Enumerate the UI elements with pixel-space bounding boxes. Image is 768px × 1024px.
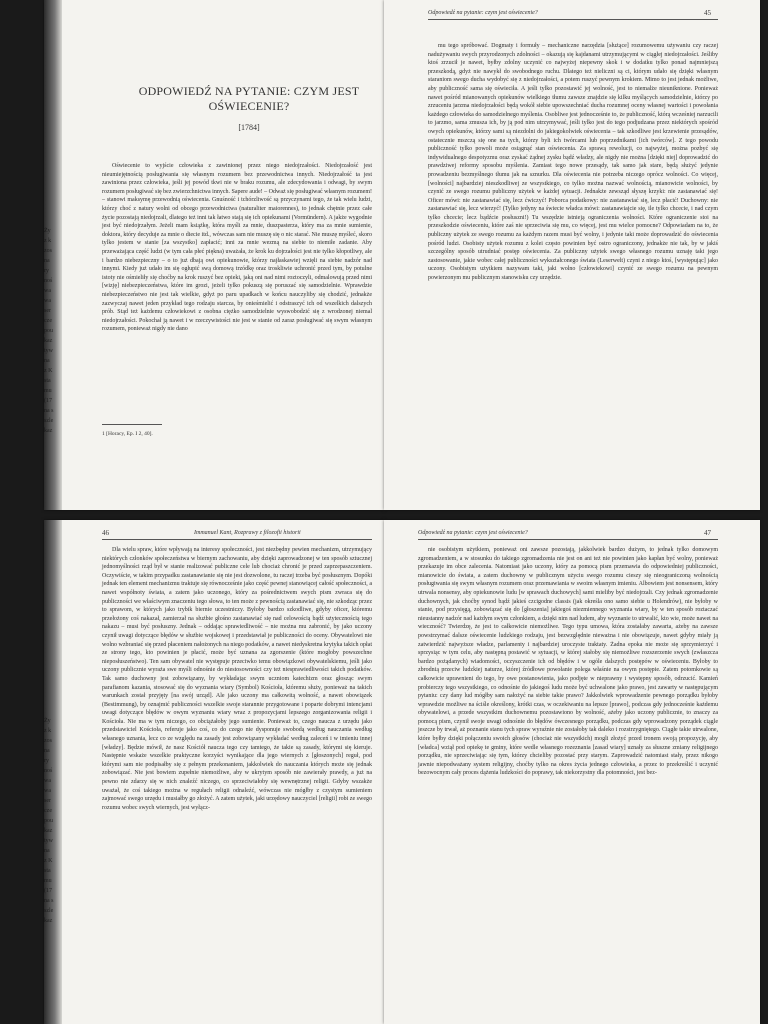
paragraph: Dla wielu spraw, które wpływają na interesy społeczności, jest niezbędny pewien mechanizm, utrzymujący niektórych członków społeczeństwa w biernym zachowaniu, aby dzięki zaprowadzonej w ten sposób sztucznej jednomyślności rząd był w stanie realizować publiczne cele lub chociaż chronić je przed zaprzepaszczeniem. Oczywiście, w takim przypadku zastanawianie się nie jest dozwolone, tu raczej trzeba być posłusznym. Dopóki jednak ten element mechanizmu traktuje się równocześnie jako część pewnej stanowiącej całość społeczności, a nawet współnoty świata, a zatem jako uczonego, który za pośrednictwem swych pism zwraca się do publiczności we właściwym znaczeniu tego słowa, to ten może z pewnością zastanawiać się, nie szkodząc przez to sprawom, w których jako trybik biernie uczestniczy. Byłoby bardzo szkodliwe, gdyby oficer, któremu przełożony coś nakazał, zamierzał na służbie głośno zastanawiać się nad celowością bądź użytecznością tego nakazu – musi być posłuszny. Jednak – oddając sprawiedliwość – nie można mu zabronić, by jako uczony czynił uwagi dotyczące błędów w służbie wojskowej i przedstawiał je publiczności do oceny. Obywatelowi nie wolno wzbraniać się przed płaceniem nałożonych na niego podatków, a nawet niedyskretna krytyka takich opłat ze strony tego, kto powinien je płacić, może być uznana za zgorszenie (które mogłoby powszechne nieposłuszeństwo). Ten sam obywatel nie występuje przeciwko temu obowiązkowi obywatelskiemu, jeśli jako uczony publicznie wyraża swe myśli odnośnie do niestosowności czy też niesprawiedliwości takich podatków. Tak samo duchowny jest zobowiązany, by wykładając swym uczniom katechizm oraz głosząc swym parafianom kazania, stosować się do wyznania wiary (Symbol) Kościoła, któremu służy, ponieważ na takich warunkach został przyjęty [na swój urząd]. Ale jako uczony ma całkowitą wolność, a nawet obowiązek (Bestimmung), by oznajmić publiczności wszelkie swoje starannie przygotowane i poparte dobrymi intencjami uwagi dotyczące błędów w owym wyznaniu wiary wraz z propozycjami lepszego zorganizowania religii i Kościoła. Nie ma w tym niczego, co obciążałoby jego sumienie. Ponieważ to, czego naucza z urzędu jako przedstawiciel Kościoła, referuje jako coś, co do czego nie dysponuje swobodą według nauczania według własnego uznania, lecz co ze względu na zasady jest zobowiązany wykładać według zaleceń i w imieniu innej [władzy]. Będzie mówił, że nasz Kościół naucza tego czy tamtego, że takie są zasady, którymi się kieruje. Następnie wskaże wszelkie praktyczne korzyści wynikające dla jego wiernych z [głoszonych] reguł, pod którymi sam nie podpisałby się z pełnym przekonaniem, jakkolwiek do nauczania których może się jednak zobowiązać. Nie jest bowiem zupełnie niemożliwe, aby w ukrytym sposób nie zawierały prawdy, a już na pewno nie zdarzy się w nich znaleźć niczego, co sprzeciwiałoby się wewnętrznej religii. Gdyby wszakże uważał, że coś takiego można w regułach religii odnaleźć, wówczas nie mógłby z czystym sumieniem zajmować swego urzędu i musiałby go złożyć. A zatem użytek, jaki urzędowy nauczyciel [religii] robi ze swego rozumu wobec swych wiernych, jest wyłącz- bbox=[102, 547, 372, 811]
edge-note-fragment: kaz bbox=[44, 428, 53, 434]
running-head: Odpowiedź na pytanie: czym jest oświecenie? bbox=[428, 10, 538, 16]
edge-note-fragment: ry bbox=[44, 758, 49, 764]
edge-notes bbox=[44, 226, 64, 436]
edge-note-fragment: noś bbox=[44, 278, 53, 284]
edge-note-fragment: pou bbox=[44, 818, 53, 824]
page-46 bbox=[44, 520, 384, 1024]
edge-note-fragment: cze bbox=[44, 318, 52, 324]
running-head: Odpowiedź na pytanie: czym jest oświecenie? bbox=[418, 530, 528, 536]
paragraph: mu tego spróbować. Dogmaty i formuły – mechaniczne narzędzia [służące] rozumowemu używaniu czy raczej nadużywaniu swych przyrodzonych zdolności – okazują się kajdanami utrzymującymi w ciągłej niedojrzałości. Jeśliby ktoś zrzucił je nawet, byłby zdolny uczynić co najwyżej niepewny skok i w dodatku tylko ponad najmniejszą przeszkodą, gdyż nie nawykł do swobodnego ruchu. Dlatego też nieliczni są ci, którym udało się dzięki własnym staraniom swego ducha wydobyć się z niedojrzałości, a potem ruszyć pewnym krokiem. Mimo to jest jednak możliwe, aby publiczność sama się oświeciła. A jeśli tylko pozostawić jej wolność, jest to niemalże nieuniknione. Ponieważ nawet pośród mianowanych opiekunów wielkiego tłumu zawsze znajdzie się kilku myślących samodzielnie, którzy po zrzuceniu jarzma niedojrzałości będą wokół siebie upowszechniać ducha rozumnej oceny własnej wartości i powołania każdego człowieka do samodzielnego myślenia. Osobliwe jest jednocześnie to, że publiczność, którą wcześniej narzucili to jarzmo, sama zmusza ich, by ją pod nim utrzymywać, jeśli tylko jest do tego podjudzana przez niektórych spośród owych opiekunów, którzy sami są niezdolni do jakiegokolwiek oświecenia – tak szkodliwe jest krzewienie przesądów, ostatecznie mszczą się one na tych, którzy byli ich twórcami lub poprzednikami [ich twórców]. Z tego powodu publiczność tylko powoli może osiągnąć stan oświecenia. Za sprawą rewolucji, co najwyżej, można pozbyć się indywidualnego despotyzmu oraz zyskać żądnej zysku bądź władzy, ale nigdy nie można [dzięki niej] doprowadzić do prawdziwej reformy sposobu myślenia. Zamiast tego nowe przesądy, tak samo jak stare, będą służyć jedynie prowadzeniu bezmyślnego tłumu jak na sznurku. Dla oświecenia nie potrzeba niczego oprócz wolności. Co więcej, [wolności] najbardziej nieszkodliwej ze wszystkiego, co tylko można nazwać wolnością, mianowicie wolności, by czynić ze swego rozumu publiczny użytek w każdej sytuacji. Jednakże zewsząd słyszę krzyki: nie zastanawiać się! Oficer mówi: nie zastanawiać się, lecz ćwiczyć! Poborca podatkowy: nie zastanawiać się, lecz płacić! Duchowny: nie zastanawiać się, lecz wierzyć! (Tylko jedyny na świecie władca mówi: zastanawiajcie się, ile tylko chcecie, i nad czym tylko chcecie; lecz bądźcie posłuszni!) Tu wszędzie istnieją ograniczenia wolności. Które ograniczenie stoi na przeszkodzie oświeceniu, które zaś nie sprzeciwia się mu, co więcej, jest mu wielce pomocne? Odpowiadam na to, że publiczny użytek ze swego rozumu za każdym razem musi być wolny, i jedynie taki może doprowadzić do oświecenia pośród ludzi. Osobisty użytek rozumu z kolei często powinien być ostro ograniczony, jednakże nie tak, by w jakiś szczególny sposób utrudniać postęp oświecenia. Za publiczny użytek swego własnego rozumu uznaję taki jego zastosowanie, jakie wobec całej publiczności wykształconego świata (Leserwelt) czyni z niego ktoś, [występując] jako uczony. Osobistym użytkiem nazywam taki, jaki wolno [człowiekowi] czynić ze swego rozumu na pewnym powierzonym mu publicznym stanowisku czy urzędzie. bbox=[428, 43, 718, 282]
page-46-text bbox=[102, 546, 372, 812]
edge-note-fragment: tyw bbox=[44, 838, 53, 844]
essay-year: [1784] bbox=[238, 123, 260, 132]
edge-note-fragment: sta bbox=[44, 868, 51, 874]
edge-note-fragment: pou bbox=[44, 328, 53, 334]
page-44 bbox=[44, 0, 384, 510]
header-rule bbox=[428, 19, 718, 20]
edge-note-fragment: ser bbox=[44, 308, 51, 314]
edge-note-fragment: na bbox=[44, 748, 50, 754]
edge-note-fragment: wa bbox=[44, 778, 51, 784]
page-45-text bbox=[428, 42, 718, 283]
paragraph: Oświecenie to wyjście człowieka z zawinionej przez niego niedojrzałości. Niedojrzałość jest nieumiejętnością posługiwania się własnym rozumem bez przewodnictwa innych. Niedojrzałość ta jest zawiniona przez człowieka, jeśli jej powód tkwi nie w braku rozumu, ale zdecydowania i odwagi, by swym rozumem posługiwać się bez zwierzchnictwa innych. Sapere aude! – Odważ się posługiwać własnym rozumem! – stanowi maksymę przewodnią oświecenia. Gnuśność i tchórzliwość są przyczynami tego, że tak wielu ludzi, którzy choć z natury wolni od obcego przewodnictwa (naturaliter maiorennes), to jednak chętnie przez całe życie pozostają niedojrzali, dlatego też inni tak łatwo stają się ich opiekunami (Vormündern). A jakże wygodnie jest być niedojrzałym. Jeżeli mam książkę, która myśli za mnie, duszpasterza, który ma za mnie sumienie, doktora, który decyduje za mnie o diecie itd., wówczas sam nie muszę się o nic starać. Nie muszę myśleć, skoro tylko jestem w stanie [za wszystko] zapłacić; inni za mnie wezmą na siebie to niemiłe zadanie. Aby przeważająca część ludzi (w tym cała płeć piękna) uważała, że krok ku dojrzałości jest nie tylko kłopotliwy, ale i bardzo niebezpieczny – o to już dbają owi opiekunowie, którzy najłaskawiej wzięli na siebie nadzór nad innymi. Kiedy już udało im się ogłupić swą domową trzódkę oraz troskliwie uchronić przed tym, by potulne istoty nie ośmieliły się choćby na krok ruszyć bez opieki, jaką oni nad nimi roztoczyli, odmalowują przed nimi [wizję] niebezpieczeństwa, które im grozi, jeżeli tylko pokuszą się poruszać się samodzielnie. Wprawdzie niebezpieczeństwo nie jest tak wielkie, gdyż po paru upadkach w końcu nauczyliby się chodzić, jednakże zazwyczaj nawet jeden przykład tego rodzaju starcza, by onieśmielić i odstraszyć ich od wszelkich dalszych prób. Stąd też każdemu człowiekowi z osobna ciężko samodzielnie wyswobodzić się z wrodzonej niemal niedojrzałości. Pokochał ją nawet i w rzeczywistości nie jest w stanie od zaraz posługiwać się swym własnym rozumem, ponieważ nigdy nie dano bbox=[102, 163, 372, 333]
edge-note-fragment: sta bbox=[44, 378, 51, 384]
header-rule bbox=[102, 539, 372, 540]
edge-note-fragment: kaz bbox=[44, 338, 53, 344]
header-rule bbox=[418, 539, 718, 540]
essay-title: ODPOWIEDŹ NA PYTANIE: CZYM JEST OŚWIECENIE? bbox=[138, 84, 360, 113]
edge-note-fragment: z K bbox=[44, 368, 53, 374]
edge-note-fragment: zos bbox=[44, 738, 52, 744]
edge-note-fragment: wa bbox=[44, 298, 51, 304]
edge-note-fragment: szle bbox=[44, 418, 54, 424]
edge-note-fragment: ser bbox=[44, 798, 51, 804]
edge-note-fragment: (17 bbox=[44, 888, 52, 894]
edge-note-fragment: kaz bbox=[44, 828, 53, 834]
edge-note-fragment: mu bbox=[44, 878, 52, 884]
edge-note-fragment: na bbox=[44, 848, 50, 854]
edge-note-fragment: z k bbox=[44, 728, 52, 734]
edge-note-fragment: (17 bbox=[44, 398, 52, 404]
edge-note-fragment: kaz bbox=[44, 918, 53, 924]
edge-note-fragment: na s bbox=[44, 408, 54, 414]
page-45 bbox=[384, 0, 760, 510]
edge-note-fragment: z K bbox=[44, 858, 53, 864]
edge-notes bbox=[44, 716, 64, 926]
edge-note-fragment: mu bbox=[44, 388, 52, 394]
edge-note-fragment: noś bbox=[44, 768, 53, 774]
page-47 bbox=[384, 520, 760, 1024]
edge-note-fragment: z k bbox=[44, 238, 52, 244]
edge-note-fragment: na s bbox=[44, 898, 54, 904]
footnote: 1 [Horacy, Ep. I 2, 40]. bbox=[102, 431, 153, 437]
page-44-text bbox=[102, 162, 372, 334]
page-number: 45 bbox=[704, 9, 711, 17]
page-number: 46 bbox=[102, 529, 109, 537]
page-47-text bbox=[418, 546, 718, 778]
paragraph: nie osobistym użytkiem, ponieważ oni zawsze pozostają, jakkolwiek bardzo dużym, to jednak tylko domowym zgromadzeniem, a w stosunku do takiego zgromadzenia nie jest on ani też nie powinien jako kapłan być wolny, ponieważ przekazuje im obce zalecenia. Natomiast jako uczony, który za pomocą pism przemawia do odpowiedniej publiczności, mianowicie do świata, a zatem duchowny w publicznym użyciu swego rozumu cieszy się nieograniczoną wolnością posługiwania się swym własnym rozumem oraz przemawiania w swoim własnym imieniu. Albowiem jest nonsensem, który utrwala nonsensy, aby opiekunowie ludu [w sprawach duchowych] sami mieliby być niedojrzali. Czy jednak zgromadzenie duchownych, jak choćby synod bądź jakieś czcigodne classis (jak określa ono samo siebie u Holendrów), nie byłoby w stanie, pod przysięgą, zobowiązać się do [głoszenia] jakiegoś niezmiennego wyznania wiary, by w ten sposób roztaczać nieustanny nadzór nad każdym swym członkiem, a dzięki nim nad ludem, aby wyznanie to utrwalić, kto wie, może nawet na wieczność? Twierdzę, że jest to całkowicie niemożliwe. Tego typu umowa, która zostałaby zawarta, ażeby na zawsze powstrzymać dalsze oświecenie ludzkiego rodzaju, jest bezwzględnie nieważna i nie obowiązuje, nawet gdyby miały ją zatwierdzić najwyższe władze, parlamenty i najbardziej uroczyste traktaty. Żadna epoka nie może się sprzymierzyć i sprzysiąc w tym celu, aby następną postawić w sytuacji, w której stałoby się niemożliwe rozszerzenie swych (zwłaszcza bardzo pożądanych) wiadomości, oczyszczenie ich od błędów i w ogóle dalszych postępów w oświeceniu. Byłoby to zbrodnią przeciw ludzkiej naturze, której źródłowe powołanie polega właśnie na owym postępie. Zatem potomkowie są całkowicie uprawnieni do tego, by owe postanowienia, jako podjęte w nieprawny i występny sposób, odrzucić. Kamień probierczy tego wszystkiego, co odnośnie do jakiegoś ludu może być uchwalone jako prawo, jest zawarty w następującym pytaniu: czy dany lud mógłby sam nałożyć na siebie takie prawo? Jakkolwiek wprowadzenie pewnego porządku byłoby wprawdzie możliwe na ściśle określony, krótki czas, w oczekiwaniu na lepsze [prawo], podczas gdy jednocześnie każdemu obywatelowi, a przede wszystkim duchownemu pozostawiono by wolność, ażeby jako uczony publicznie, to znaczy za pomocą pism, czynił swoje uwagi odnośnie do błędów ówczesnego porządku, podczas gdy wprowadzony porządek ciągle jeszcze by trwał, aż poznanie stanu tych spraw wyraźnie nie zostałoby tak daleko i rozstrzygniętego. Ciągłe takie utrwalone, które byłby dzięki połączeniu swoich głosów (chociaż nie wszystkich) mogli złożyć przed tronem swoją propozycję, aby [władca] wziął pod opiekę te gminy, które wedle własnego rozeznania [zasad wiary] uznały za słuszne zmiany religijnego porządku, nie sprzeciwiając się tym, którzy chcieliby pozostać przy starym. Zaprowadzić natomiast stały, przez nikogo jawnie niepodważany system religijny, choćby tylko na okres życia jednego człowieka, a przez to przekreślić i uczynić bezowocnym cały proces dążenia ludzkości do poprawy, tak niekorzystny dla potomności, jest bez- bbox=[418, 547, 718, 777]
edge-note-fragment: zos bbox=[44, 248, 52, 254]
edge-note-fragment: ry bbox=[44, 268, 49, 274]
edge-note-fragment: wa bbox=[44, 788, 51, 794]
edge-note-fragment: szle bbox=[44, 908, 54, 914]
page-number: 47 bbox=[704, 529, 711, 537]
essay-title-block bbox=[124, 84, 374, 132]
edge-note-fragment: na bbox=[44, 358, 50, 364]
edge-note-fragment: wa bbox=[44, 288, 51, 294]
edge-note-fragment: na bbox=[44, 258, 50, 264]
footnote-rule bbox=[102, 424, 162, 425]
edge-note-fragment: cze bbox=[44, 808, 52, 814]
edge-note-fragment: Ży bbox=[44, 228, 51, 234]
edge-note-fragment: Ży bbox=[44, 718, 51, 724]
running-head: Immanuel Kant, Rozprawy z filozofii historii bbox=[194, 530, 301, 536]
edge-note-fragment: tyw bbox=[44, 348, 53, 354]
